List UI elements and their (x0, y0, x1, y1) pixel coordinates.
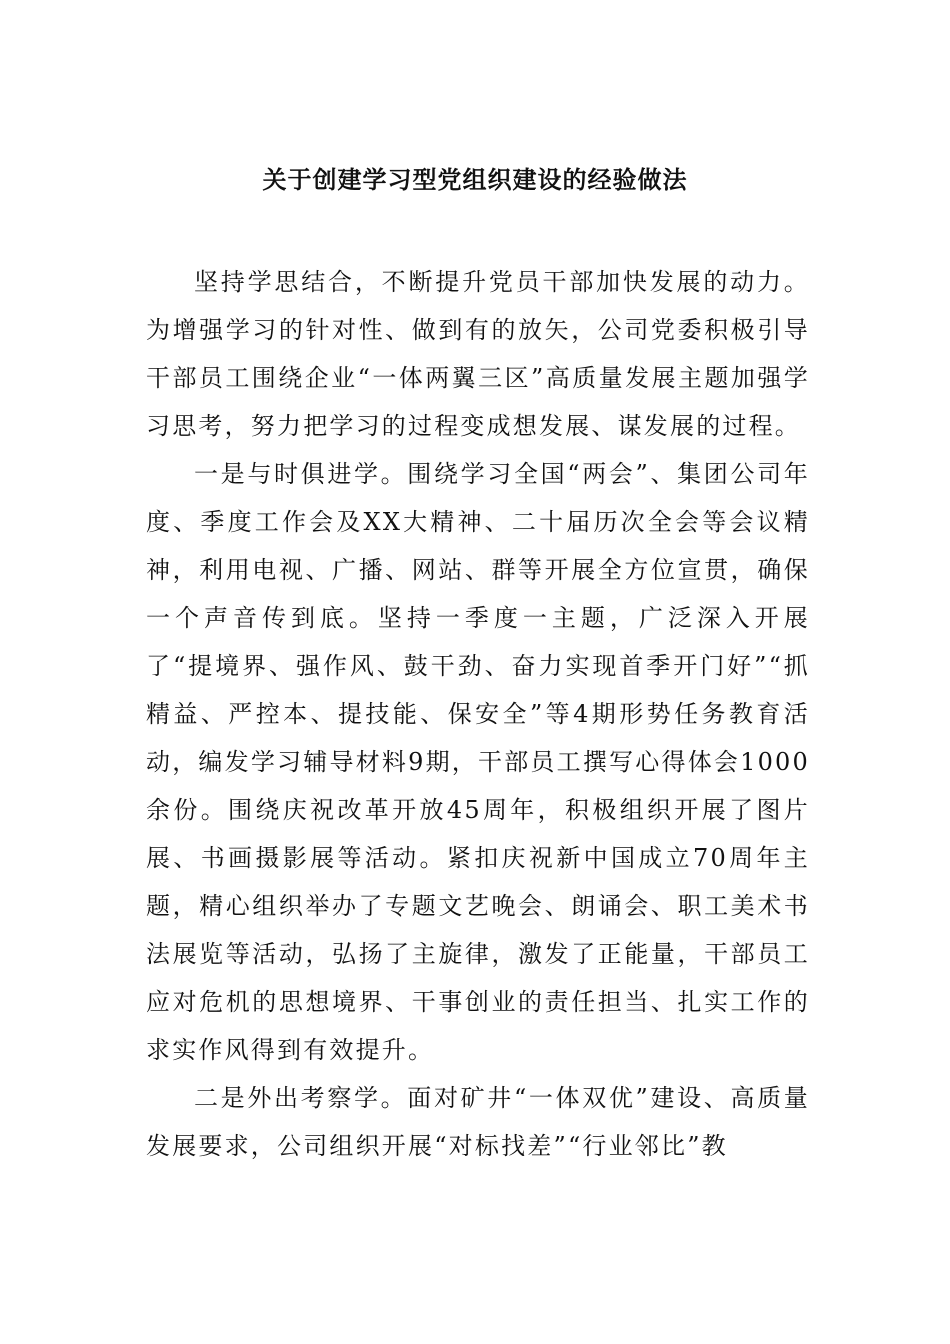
paragraph-1: 坚持学思结合，不断提升党员干部加快发展的动力。为增强学习的针对性、做到有的放矢，公司党委积极引导干部员工围绕企业“一体两翼三区”高质量发展主题加强学习思考，努力把学习的过程变成想发展、谋发展的过程。 (146, 268, 810, 440)
document-title: 关于创建学习型党组织建设的经验做法 (262, 166, 688, 194)
document-body (146, 258, 810, 1170)
paragraph-2: 一是与时俱进学。围绕学习全国“两会”、集团公司年度、季度工作会及XX大精神、二十届历次全会等会议精神，利用电视、广播、网站、群等开展全方位宣贯，确保一个声音传到底。坚持一季度一主题，广泛深入开展了“提境界、强作风、鼓干劲、奋力实现首季开门好”“抓精益、严控本、提技能、保安全”等4期形势任务教育活动，编发学习辅导材料9期，干部员工撰写心得体会1000余份。围绕庆祝改革开放45周年，积极组织开展了图片展、书画摄影展等活动。紧扣庆祝新中国成立70周年主题，精心组织举办了专题文艺晚会、朗诵会、职工美术书法展览等活动，弘扬了主旋律，激发了正能量，干部员工应对危机的思想境界、干事创业的责任担当、扎实工作的求实作风得到有效提升。 (146, 460, 810, 1064)
paragraph-3: 二是外出考察学。面对矿井“一体双优”建设、高质量发展要求，公司组织开展“对标找差”“行业邻比”教 (146, 1084, 810, 1160)
